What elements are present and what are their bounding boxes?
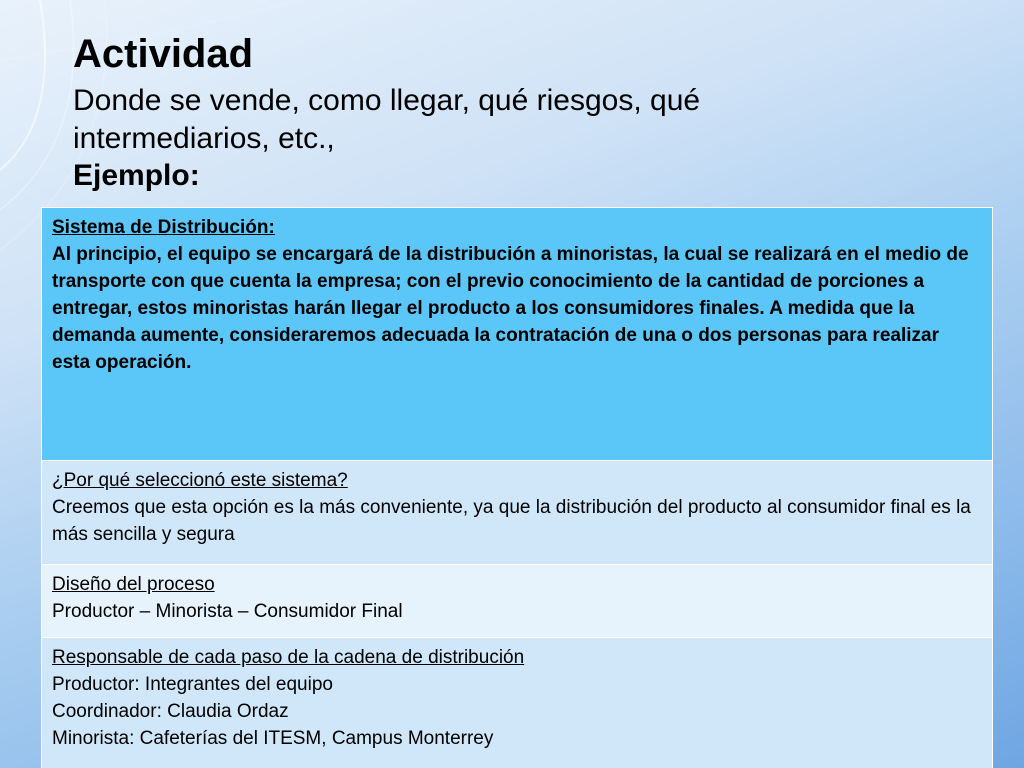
cell-heading: Responsable de cada paso de la cadena de distribución: [52, 647, 525, 668]
table-cell-distribution-system: [42, 208, 993, 461]
cell-heading: Sistema de Distribución:: [52, 217, 275, 238]
cell-line: Minorista: Cafeterías del ITESM, Campus Monterrey: [52, 728, 494, 749]
cell-line: Productor: Integrantes del equipo: [52, 674, 333, 695]
table-cell-process-design: [42, 565, 993, 638]
table-cell-why-selected: [42, 461, 993, 565]
cell-body: Creemos que esta opción es la más conveniente, ya que la distribución del producto al consumidor final es la más sencilla y segura: [52, 497, 971, 545]
cell-line: Coordinador: Claudia Ordaz: [52, 701, 289, 722]
cell-heading: Diseño del proceso: [52, 574, 215, 595]
cell-body: Productor – Minorista – Consumidor Final: [52, 601, 403, 622]
slide-subtitle: Donde se vende, como llegar, qué riesgos, qué intermediarios, etc.,: [73, 84, 701, 155]
table-row: [42, 638, 993, 768]
table-row: [42, 208, 993, 461]
table-row: [42, 565, 993, 638]
title-block: [73, 28, 973, 194]
cell-heading: ¿Por qué seleccionó este sistema?: [52, 470, 348, 491]
example-label: Ejemplo:: [73, 159, 200, 192]
table-row: [42, 461, 993, 565]
table-cell-responsibles: [42, 638, 993, 768]
slide-title: Actividad: [73, 32, 254, 76]
distribution-table: [41, 207, 993, 768]
cell-body: Al principio, el equipo se encargará de la distribución a minoristas, la cual se realizará en el medio de transporte con que cuenta la empresa; con el previo conocimiento de la cantidad de porciones a entregar, estos minoristas harán llegar el producto a los consumidores finales. A medida que la demanda aumente, consideraremos adecuada la contratación de una o dos personas para realizar esta operación.: [52, 244, 969, 373]
